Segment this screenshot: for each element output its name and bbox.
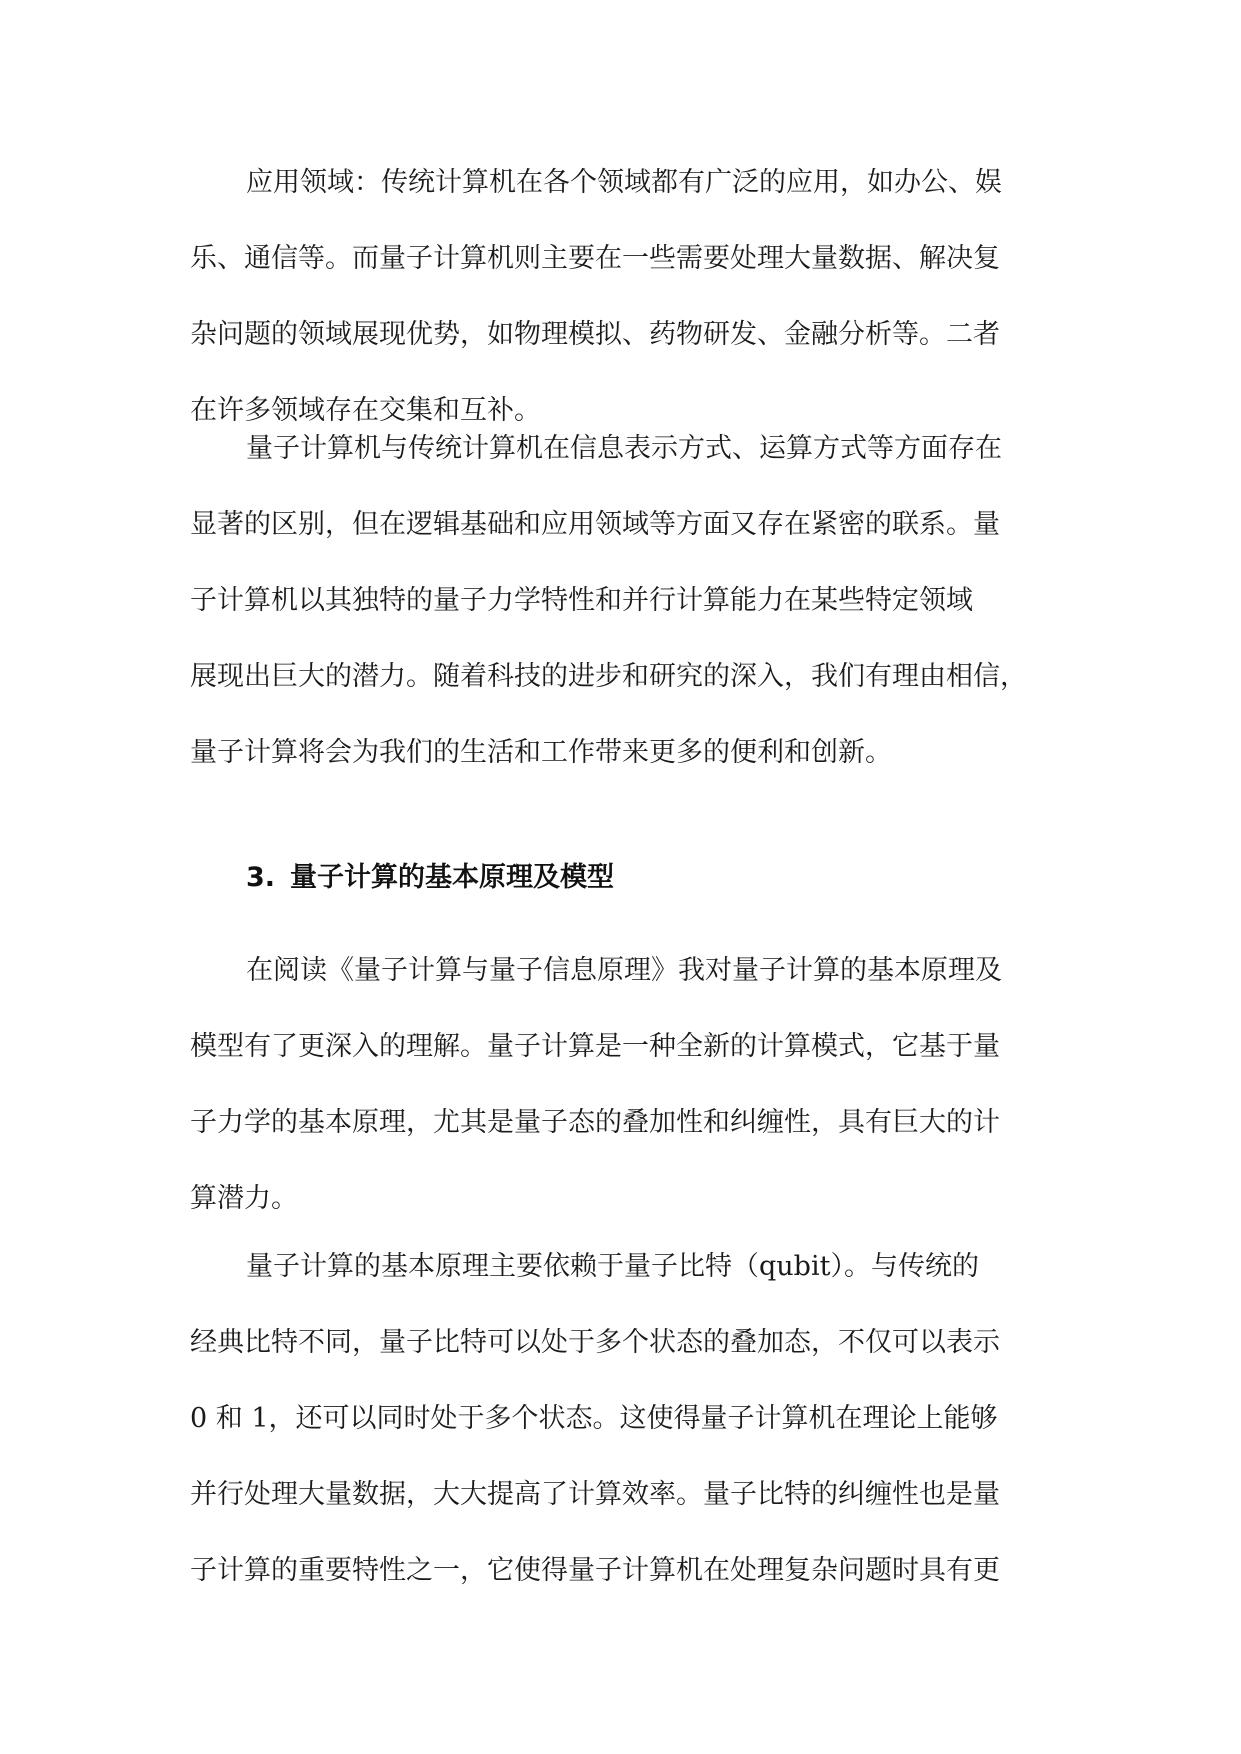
text-line: 应用领域：传统计算机在各个领域都有广泛的应用，如办公、娱 [246,167,1002,198]
text-line: 量子计算的基本原理主要依赖于量子比特（qubit）。与传统的 [246,1251,979,1282]
text-line: 子力学的基本原理，尤其是量子态的叠加性和纠缠性，具有巨大的计 [190,1107,1000,1138]
text-line: 显著的区别，但在逻辑基础和应用领域等方面又存在紧密的联系。量 [190,509,1000,540]
text-line: 量子计算将会为我们的生活和工作带来更多的便利和创新。 [190,737,892,768]
text-line: 模型有了更深入的理解。量子计算是一种全新的计算模式，它基于量 [190,1031,1000,1062]
text-line: 乐、通信等。而量子计算机则主要在一些需要处理大量数据、解决复 [190,243,1000,274]
text-line: 0 和 1，还可以同时处于多个状态。这使得量子计算机在理论上能够 [190,1403,998,1434]
text-line: 量子计算机与传统计算机在信息表示方式、运算方式等方面存在 [246,433,1002,464]
text-line: 在许多领域存在交集和互补。 [190,395,541,426]
text-line: 子计算的重要特性之一，它使得量子计算机在处理复杂问题时具有更 [190,1555,1000,1586]
text-line: 展现出巨大的潜力。随着科技的进步和研究的深入，我们有理由相信， [190,661,1027,692]
paragraph-qubit-principle [190,1229,1050,1609]
section-heading [246,858,614,898]
text-line: 子计算机以其独特的量子力学特性和并行计算能力在某些特定领域 [190,585,973,616]
body-text-comparison [190,384,1050,818]
text-line: 并行处理大量数据，大大提高了计算效率。量子比特的纠缠性也是量 [190,1479,1000,1510]
paragraph-comparison-summary [190,411,1050,791]
section-number: 3. [246,862,276,893]
body-text-qubit [190,1202,1050,1636]
text-line: 算潜力。 [190,1183,298,1214]
paragraph-reading-notes [190,933,1050,1237]
text-line: 在阅读《量子计算与量子信息原理》我对量子计算的基本原理及 [246,955,1002,986]
text-line: 杂问题的领域展现优势，如物理模拟、药物研发、金融分析等。二者 [190,319,1000,350]
section-title: 量子计算的基本原理及模型 [290,862,614,893]
text-line: 经典比特不同，量子比特可以处于多个状态的叠加态，不仅可以表示 [190,1327,1000,1358]
